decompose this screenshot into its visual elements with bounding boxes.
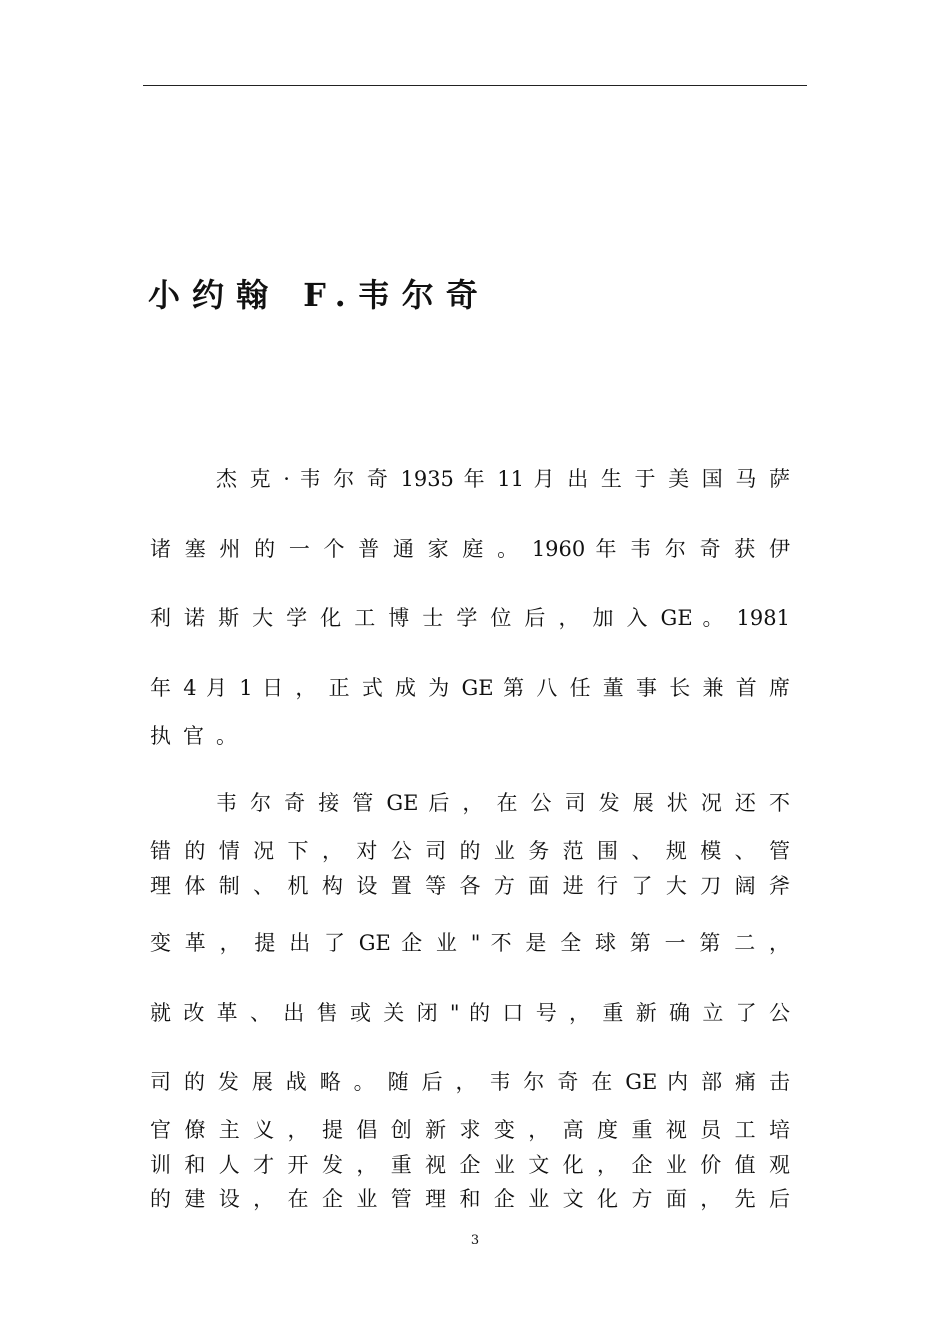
paragraph-1-line-5: 执官。 xyxy=(150,724,249,748)
page-number: 3 xyxy=(470,1233,480,1248)
paragraph-1-line-1: 杰 克 · 韦 尔 奇 1935 年 11 月 出 生 于 美 国 马 萨 xyxy=(216,467,790,491)
document-title: 小约翰 F.韦尔奇 xyxy=(148,276,490,314)
paragraph-2-line-2: 错 的 情 况 下 ， 对 公 司 的 业 务 范 围 、 规 模 、 管 xyxy=(150,839,790,863)
paragraph-2-line-4: 变 革 ， 提 出 了 GE 企 业 " 不 是 全 球 第 一 第 二 ， xyxy=(150,931,790,955)
paragraph-2-line-1: 韦 尔 奇 接 管 GE 后 ， 在 公 司 发 展 状 况 还 不 xyxy=(216,791,790,815)
paragraph-2-line-5: 就 改 革 、 出 售 或 关 闭 " 的 口 号 ， 重 新 确 立 了 公 xyxy=(150,1001,790,1025)
paragraph-2-line-6: 司 的 发 展 战 略 。 随 后 ， 韦 尔 奇 在 GE 内 部 痛 击 xyxy=(150,1070,790,1094)
paragraph-1-line-3: 利 诺 斯 大 学 化 工 博 士 学 位 后 ， 加 入 GE 。 1981 xyxy=(150,606,790,630)
header-rule xyxy=(143,85,807,86)
paragraph-2-line-9: 的 建 设 ， 在 企 业 管 理 和 企 业 文 化 方 面 ， 先 后 xyxy=(150,1187,790,1211)
paragraph-2-line-7: 官 僚 主 义 ， 提 倡 创 新 求 变 ， 高 度 重 视 员 工 培 xyxy=(150,1118,790,1142)
paragraph-1-line-4: 年 4 月 1 日 ， 正 式 成 为 GE 第 八 任 董 事 长 兼 首 席 xyxy=(150,676,790,700)
paragraph-1-line-2: 诸 塞 州 的 一 个 普 通 家 庭 。 1960 年 韦 尔 奇 获 伊 xyxy=(150,537,790,561)
paragraph-2-line-3: 理 体 制 、 机 构 设 置 等 各 方 面 进 行 了 大 刀 阔 斧 xyxy=(150,874,790,898)
paragraph-2-line-8: 训 和 人 才 开 发 ， 重 视 企 业 文 化 ， 企 业 价 值 观 xyxy=(150,1153,790,1177)
